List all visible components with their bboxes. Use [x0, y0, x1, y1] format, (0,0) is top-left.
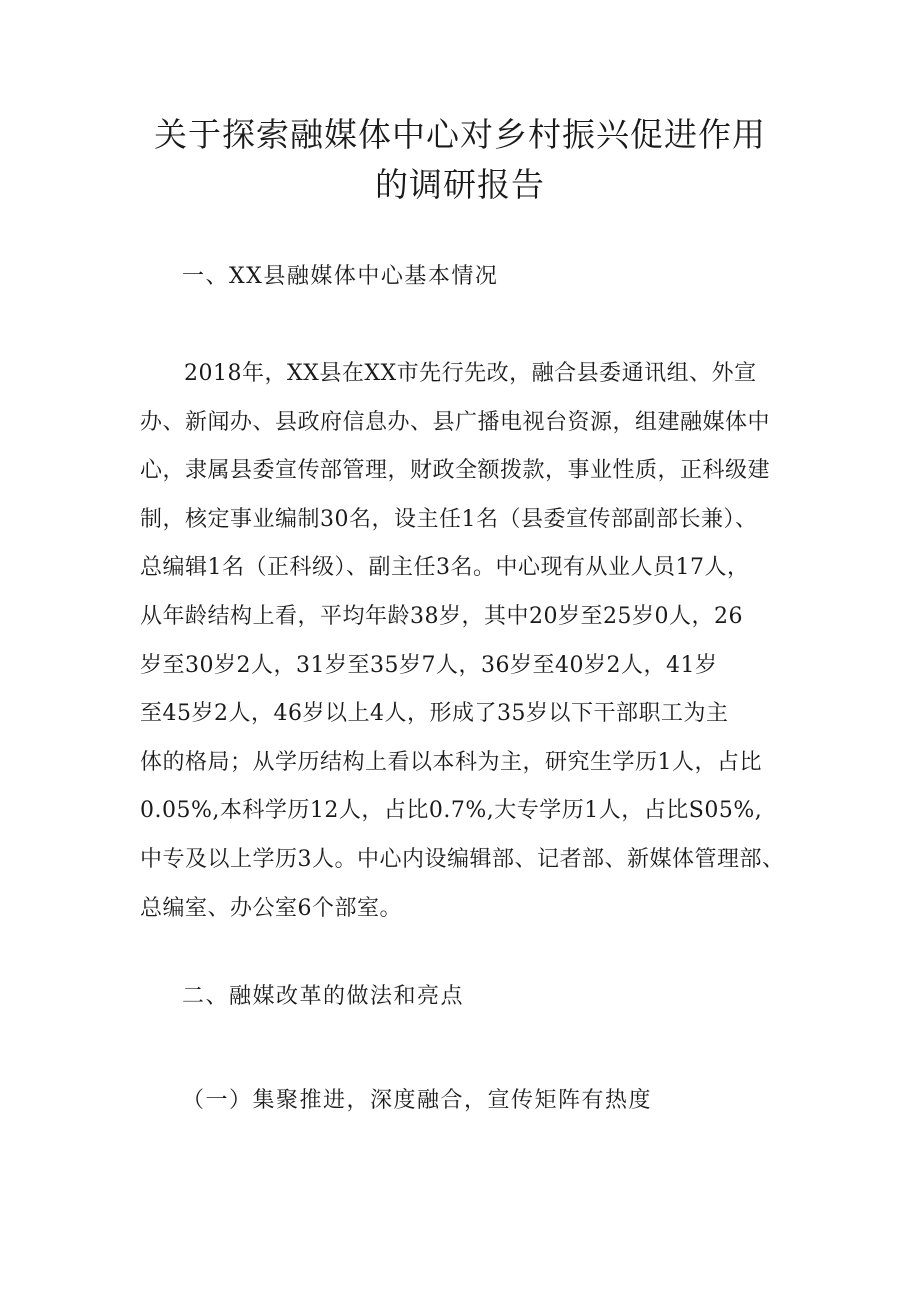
paragraph-line: 至45岁2人，46岁以上4人，形成了35岁以下干部职工为主 [140, 701, 729, 727]
section-2-heading: 二、融媒改革的做法和亮点 [182, 984, 465, 1009]
paragraph-line: 岁至30岁2人，31岁至35岁7人，36岁至40岁2人，41岁 [140, 652, 718, 678]
document-title-line-1: 关于探索融媒体中心对乡村振兴促进作用 [154, 115, 766, 154]
paragraph-line: 中专及以上学历3人。中心内设编辑部、记者部、新媒体管理部、 [140, 846, 785, 872]
document-title-line-2: 的调研报告 [375, 165, 545, 204]
paragraph-line: 从年龄结构上看，平均年龄38岁，其中20岁至25岁0人，26 [140, 603, 743, 629]
paragraph-line: 总编辑1名（正科级）、副主任3名。中心现有从业人员17人， [140, 555, 750, 581]
subsection-1-heading: （一）集聚推进，深度融合，宣传矩阵有热度 [182, 1088, 653, 1113]
paragraph-line: 心，隶属县委宣传部管理，财政全额拨款，事业性质，正科级建 [140, 458, 771, 484]
paragraph-line: 办、新闻办、县政府信息办、县广播电视台资源，组建融媒体中 [140, 409, 771, 435]
paragraph-line: 体的格局；从学历结构上看以本科为主，研究生学历1人，占比 [140, 749, 762, 775]
paragraph-line: 总编室、办公室6个部室。 [140, 895, 402, 921]
section-1-heading: 一、XX县融媒体中心基本情况 [182, 264, 499, 289]
paragraph-line: 0.05%,本科学历12人，占比0.7%,大专学历1人，占比S05%, [140, 798, 763, 824]
paragraph-line: 2018年，XX县在XX市先行先改，融合县委通讯组、外宣 [184, 361, 757, 386]
section-1-paragraph [140, 350, 790, 933]
paragraph-line: 制，核定事业编制30名，设主任1名（县委宣传部副部长兼）、 [140, 506, 758, 532]
